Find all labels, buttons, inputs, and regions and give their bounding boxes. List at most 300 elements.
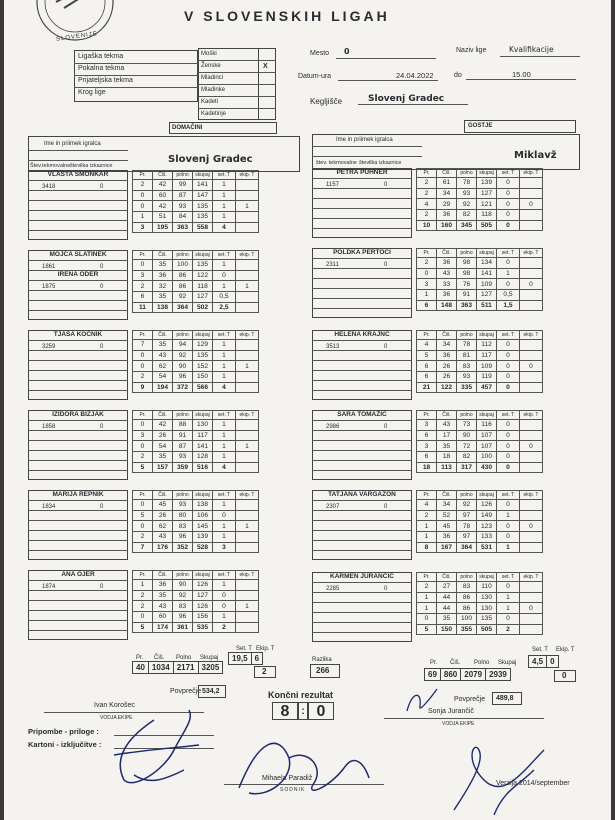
score-cell: 127 <box>193 292 213 303</box>
score-cell: 35 <box>153 452 173 463</box>
score-cell: 90 <box>173 580 193 591</box>
score-cell: 112 <box>477 340 497 351</box>
referee-label: SODNIK <box>280 787 306 793</box>
score-cell: 1 <box>497 510 520 521</box>
score-cell: 0 <box>497 220 520 231</box>
score-cell: 107 <box>477 441 497 452</box>
ekip-cell <box>236 430 259 441</box>
set-row <box>417 420 543 431</box>
column-header: skupaj <box>477 249 497 258</box>
score-cell: 141 <box>193 180 213 191</box>
score-cell: 36 <box>437 350 457 361</box>
guest-player-reg: 3513 <box>326 344 340 350</box>
column-header: skupaj <box>477 331 497 340</box>
score-cell: 0 <box>497 521 520 532</box>
home-sum-skupaj: 3205 <box>198 662 223 674</box>
column-header: ekip. T <box>520 331 543 340</box>
score-cell: 6 <box>417 430 437 441</box>
score-cell: 5 <box>417 350 437 361</box>
home-povprecje-label: Povprečje <box>170 688 202 695</box>
score-cell: 35 <box>153 260 173 271</box>
razlika-label: Razlika <box>312 657 332 663</box>
score-cell: 82 <box>457 210 477 221</box>
column-header: Čiš. <box>437 411 457 420</box>
score-cell: 363 <box>457 300 477 311</box>
guest-player-name: TATJANA VARGAZON <box>328 491 396 498</box>
score-cell: 93 <box>457 188 477 199</box>
category-mladinke: Mladinke <box>201 87 226 93</box>
guest-player-block <box>312 410 582 480</box>
score-cell: 106 <box>193 510 213 521</box>
score-cell: 36 <box>153 270 173 281</box>
score-cell: 2 <box>133 532 153 543</box>
score-cell: 1 <box>213 580 236 591</box>
score-cell: 176 <box>153 542 173 553</box>
score-cell: 535 <box>193 622 213 633</box>
ekip-cell <box>520 532 543 543</box>
score-cell: 0 <box>497 361 520 372</box>
score-cell: 361 <box>173 622 193 633</box>
score-cell: 0 <box>497 430 520 441</box>
total-row <box>417 624 543 635</box>
home-sum-ekip-header: Ekip. T <box>256 646 275 652</box>
score-cell: 54 <box>153 441 173 452</box>
column-header: polno <box>173 571 193 580</box>
score-cell: 528 <box>193 542 213 553</box>
score-cell: 0 <box>213 601 236 612</box>
guest-player-table <box>416 572 543 635</box>
home-player-lic: 0 <box>100 504 104 510</box>
score-cell: 100 <box>173 260 193 271</box>
score-cell: 81 <box>457 350 477 361</box>
score-cell: 0 <box>213 510 236 521</box>
guest-player-name: PETRA PUHNER <box>336 169 388 176</box>
guest-summary <box>424 668 511 681</box>
score-cell: 21 <box>417 382 437 393</box>
set-row <box>417 452 543 463</box>
column-header: polno <box>457 491 477 500</box>
guest-player-name: KARMEN JURANČIČ <box>330 573 394 580</box>
score-cell: 0 <box>497 532 520 543</box>
home-reg-label: Štev.tekmovalne <box>30 163 71 169</box>
ekip-cell <box>520 258 543 269</box>
datum-label: Datum-ura <box>298 73 332 80</box>
score-cell: 26 <box>437 361 457 372</box>
ekip-cell <box>520 462 543 473</box>
ekip-cell <box>520 614 543 625</box>
set-row <box>133 201 259 212</box>
set-row <box>133 510 259 521</box>
column-header: polno <box>457 411 477 420</box>
home-player-lic: 0 <box>100 584 104 590</box>
razlika-value: 266 <box>316 666 330 675</box>
ekip-cell <box>520 582 543 593</box>
score-cell: 2 <box>213 622 236 633</box>
set-row <box>417 279 543 290</box>
score-cell: 1 <box>417 603 437 614</box>
score-cell: 99 <box>173 180 193 191</box>
guest-player-lic: 0 <box>384 586 388 592</box>
score-cell: 98 <box>457 268 477 279</box>
column-header: polno <box>457 331 477 340</box>
column-header: Čiš. <box>437 249 457 258</box>
score-cell: 0 <box>497 500 520 511</box>
score-cell: 92 <box>173 590 193 601</box>
score-cell: 1 <box>213 612 236 623</box>
score-cell: 7 <box>133 542 153 553</box>
score-cell: 127 <box>477 188 497 199</box>
score-cell: 35 <box>437 441 457 452</box>
set-row <box>133 430 259 441</box>
column-header: Čiš. <box>153 331 173 340</box>
score-cell: 2 <box>417 188 437 199</box>
set-row <box>133 292 259 303</box>
score-cell: 1 <box>213 190 236 201</box>
score-sheet <box>4 0 611 820</box>
column-header: skupaj <box>477 411 497 420</box>
score-cell: 1 <box>213 452 236 463</box>
score-cell: 505 <box>477 624 497 635</box>
score-cell: 43 <box>153 350 173 361</box>
score-cell: 33 <box>437 279 457 290</box>
guest-player-block <box>312 572 582 642</box>
score-cell: 167 <box>437 542 457 553</box>
score-cell: 123 <box>477 521 497 532</box>
score-cell: 86 <box>457 592 477 603</box>
column-header: polno <box>173 251 193 260</box>
score-cell: 1 <box>417 290 437 301</box>
set-row <box>417 290 543 301</box>
ekip-cell <box>236 542 259 553</box>
score-cell: 0,5 <box>213 292 236 303</box>
home-player-table <box>132 170 259 233</box>
home-player-table <box>132 250 259 313</box>
score-cell: 0 <box>497 188 520 199</box>
guest-sum-pr-header: Pr. <box>430 660 438 666</box>
set-row <box>417 340 543 351</box>
score-cell: 117 <box>193 430 213 441</box>
score-cell: 93 <box>173 201 193 212</box>
score-cell: 194 <box>153 382 173 393</box>
score-cell: 4 <box>213 222 236 233</box>
score-cell: 2 <box>133 281 153 292</box>
guest-sum-cis-header: Čiš. <box>450 660 461 666</box>
home-player-reg: 1861 <box>42 264 56 270</box>
column-header: Čiš. <box>153 171 173 180</box>
datum-value: 24.04.2022 <box>396 71 434 80</box>
score-cell: 139 <box>193 532 213 543</box>
home-player-block <box>28 490 298 560</box>
column-header: ekip. T <box>236 331 259 340</box>
ekip-cell <box>236 260 259 271</box>
score-cell: 0 <box>497 420 520 431</box>
column-header: set. T <box>213 171 236 180</box>
score-cell: 86 <box>457 603 477 614</box>
score-cell: 118 <box>193 281 213 292</box>
score-cell: 133 <box>477 532 497 543</box>
score-cell: 96 <box>173 612 193 623</box>
score-cell: 3 <box>133 222 153 233</box>
guest-player-lic: 0 <box>384 182 388 188</box>
ekip-cell <box>236 270 259 281</box>
mesto-label: Mesto <box>310 50 330 57</box>
score-cell: 43 <box>437 268 457 279</box>
score-cell: 129 <box>193 340 213 351</box>
score-cell: 35 <box>153 340 173 351</box>
score-cell: 100 <box>477 452 497 463</box>
score-cell: 87 <box>173 190 193 201</box>
guest-set-summary <box>528 655 559 668</box>
set-row <box>417 441 543 452</box>
column-header: skupaj <box>193 171 213 180</box>
score-cell: 17 <box>437 430 457 441</box>
home-player-team-point: 1 <box>236 441 259 452</box>
score-cell: 45 <box>153 500 173 511</box>
score-cell: 2 <box>133 590 153 601</box>
score-cell: 97 <box>457 510 477 521</box>
ekip-cell <box>520 268 543 279</box>
koncni-home-score: 8 <box>272 702 298 720</box>
guest-player-table <box>416 248 543 311</box>
ekip-cell <box>236 452 259 463</box>
footer-version: Verzija 2014/september <box>496 780 570 787</box>
competition-pokalna: Pokalna tekma <box>78 65 125 72</box>
column-header: Čiš. <box>437 491 457 500</box>
score-cell: 156 <box>193 612 213 623</box>
score-cell: 1 <box>213 441 236 452</box>
guest-player-block <box>312 490 582 560</box>
column-header: set. T <box>213 251 236 260</box>
home-sum-pr: 40 <box>133 662 149 674</box>
score-cell: 3 <box>417 420 437 431</box>
score-cell: 93 <box>173 452 193 463</box>
score-cell: 3 <box>417 279 437 290</box>
home-sum-below: 2 <box>262 667 267 676</box>
score-cell: 116 <box>477 420 497 431</box>
category-moski: Moški <box>201 51 217 57</box>
score-cell: 88 <box>173 420 193 431</box>
score-cell: 1 <box>213 260 236 271</box>
score-cell: 93 <box>457 372 477 383</box>
ekip-cell <box>236 510 259 521</box>
home-player-team-point: 1 <box>236 281 259 292</box>
koncni-guest-score: 0 <box>308 702 334 720</box>
home-substitute-lic: 0 <box>100 284 104 290</box>
score-cell: 34 <box>437 188 457 199</box>
guest-player-reg: 2311 <box>326 262 339 268</box>
score-cell: 26 <box>153 430 173 441</box>
ekip-cell <box>520 178 543 189</box>
score-cell: 60 <box>153 190 173 201</box>
home-leader-label: VODJA EKIPE <box>100 715 133 721</box>
score-cell: 0 <box>133 612 153 623</box>
set-row <box>133 452 259 463</box>
total-row <box>417 382 543 393</box>
score-cell: 87 <box>173 441 193 452</box>
home-player-block <box>28 250 298 320</box>
score-cell: 2 <box>417 582 437 593</box>
score-cell: 43 <box>437 420 457 431</box>
score-cell: 558 <box>193 222 213 233</box>
home-ime-label: Ime in priimek igralca <box>44 141 101 147</box>
score-cell: 0 <box>497 441 520 452</box>
guest-sum-polno: 2079 <box>461 669 486 681</box>
home-sum-polno-header: Polno <box>176 655 192 661</box>
home-player-table <box>132 570 259 633</box>
home-player-name: MOJCA SLATINEK <box>49 251 107 258</box>
score-cell: 148 <box>437 300 457 311</box>
score-cell: 6 <box>417 372 437 383</box>
ekip-cell <box>236 180 259 191</box>
ekip-cell <box>520 372 543 383</box>
home-sum-pr-header: Pr. <box>136 655 144 661</box>
score-cell: 1 <box>213 340 236 351</box>
ekip-cell <box>236 292 259 303</box>
score-cell: 2 <box>133 372 153 383</box>
column-header: skupaj <box>193 251 213 260</box>
home-substitute-name: IRENA ODER <box>57 271 99 278</box>
score-cell: 531 <box>477 542 497 553</box>
score-cell: 0 <box>497 258 520 269</box>
score-cell: 516 <box>193 462 213 473</box>
score-cell: 73 <box>457 420 477 431</box>
score-cell: 359 <box>173 462 193 473</box>
set-row <box>417 372 543 383</box>
total-row <box>133 382 259 393</box>
column-header: Čiš. <box>153 411 173 420</box>
set-row <box>417 614 543 625</box>
score-cell: 150 <box>437 624 457 635</box>
score-cell: 36 <box>437 258 457 269</box>
score-cell: 36 <box>437 290 457 301</box>
score-cell: 32 <box>153 281 173 292</box>
home-sum-set: 19,5 <box>229 653 252 665</box>
score-cell: 2 <box>133 180 153 191</box>
score-cell: 92 <box>457 199 477 210</box>
guest-player-reg: 2986 <box>326 424 340 430</box>
guest-sum-below: 0 <box>562 671 567 680</box>
score-cell: 2 <box>497 624 520 635</box>
guest-reg-label: štev. tekmovalne <box>316 160 357 166</box>
score-cell: 35 <box>153 590 173 601</box>
score-cell: 1 <box>213 180 236 191</box>
column-header: set. T <box>213 491 236 500</box>
guest-leader-signature <box>402 686 442 716</box>
ekip-cell <box>520 382 543 393</box>
score-cell: 92 <box>173 292 193 303</box>
column-header: set. T <box>497 573 520 582</box>
column-header: ekip. T <box>236 251 259 260</box>
column-header: Pr. <box>133 171 153 180</box>
home-team-name: Slovenj Gradec <box>168 154 253 165</box>
column-header: Čiš. <box>437 331 457 340</box>
set-row <box>417 532 543 543</box>
naziv-label: Naziv lige <box>456 47 487 54</box>
home-sum-cis: 1034 <box>148 662 173 674</box>
column-header: Čiš. <box>153 571 173 580</box>
ekip-cell <box>236 212 259 223</box>
column-header: skupaj <box>477 573 497 582</box>
score-cell: 0 <box>497 372 520 383</box>
score-cell: 364 <box>173 302 193 313</box>
score-cell: 96 <box>173 532 193 543</box>
total-row <box>417 220 543 231</box>
set-row <box>133 361 259 372</box>
score-cell: 150 <box>193 372 213 383</box>
home-player-lic: 0 <box>100 424 104 430</box>
score-cell: 109 <box>477 361 497 372</box>
category-kadeti: Kadeti <box>201 99 219 105</box>
set-row <box>417 188 543 199</box>
score-cell: 0 <box>497 178 520 189</box>
ekip-cell <box>520 420 543 431</box>
score-cell: 0 <box>133 500 153 511</box>
column-header: polno <box>457 573 477 582</box>
score-cell: 0 <box>213 590 236 601</box>
score-cell: 195 <box>153 222 173 233</box>
score-cell: 94 <box>173 340 193 351</box>
score-cell: 80 <box>173 510 193 521</box>
home-leader-name: Ivan Korošec <box>94 702 135 709</box>
ekip-cell <box>520 500 543 511</box>
guest-scribble-signature <box>444 730 554 820</box>
stamp-text: SLOVENIJE <box>55 31 99 43</box>
column-header: ekip. T <box>236 571 259 580</box>
guest-sum-pr: 69 <box>425 669 441 681</box>
set-row <box>417 500 543 511</box>
score-cell: 138 <box>153 302 173 313</box>
ekip-cell <box>236 222 259 233</box>
set-row <box>417 510 543 521</box>
set-row <box>417 430 543 441</box>
score-cell: 118 <box>477 210 497 221</box>
column-header: ekip. T <box>236 411 259 420</box>
score-cell: 5 <box>417 624 437 635</box>
score-cell: 6 <box>417 300 437 311</box>
referee-signature <box>229 728 379 808</box>
column-header: ekip. T <box>520 169 543 178</box>
category-mladinci: Mladinci <box>201 75 224 81</box>
column-header: set. T <box>497 491 520 500</box>
score-cell: 7 <box>133 340 153 351</box>
score-cell: 86 <box>173 281 193 292</box>
time-value: 15.00 <box>512 70 531 79</box>
score-cell: 78 <box>457 340 477 351</box>
set-row <box>133 350 259 361</box>
set-row <box>133 180 259 191</box>
guest-player-name: SARA TOMAŽIČ <box>337 411 387 418</box>
naziv-value: Kvalifikacije <box>509 45 554 54</box>
home-povprecje-value: 534,2 <box>202 688 220 695</box>
score-cell: 1 <box>213 201 236 212</box>
score-cell: 18 <box>437 452 457 463</box>
score-cell: 135 <box>193 260 213 271</box>
home-sum-ekip: 6 <box>251 653 262 665</box>
mesto-value: 0 <box>344 47 350 56</box>
ekip-cell <box>520 220 543 231</box>
home-player-block <box>28 170 298 240</box>
score-cell: 157 <box>153 462 173 473</box>
column-header: Pr. <box>417 331 437 340</box>
set-row <box>417 210 543 221</box>
score-cell: 430 <box>477 462 497 473</box>
total-row <box>417 542 543 553</box>
ekip-cell <box>520 542 543 553</box>
set-row <box>133 270 259 281</box>
score-cell: 2 <box>417 210 437 221</box>
score-cell: 43 <box>153 532 173 543</box>
score-cell: 126 <box>477 500 497 511</box>
